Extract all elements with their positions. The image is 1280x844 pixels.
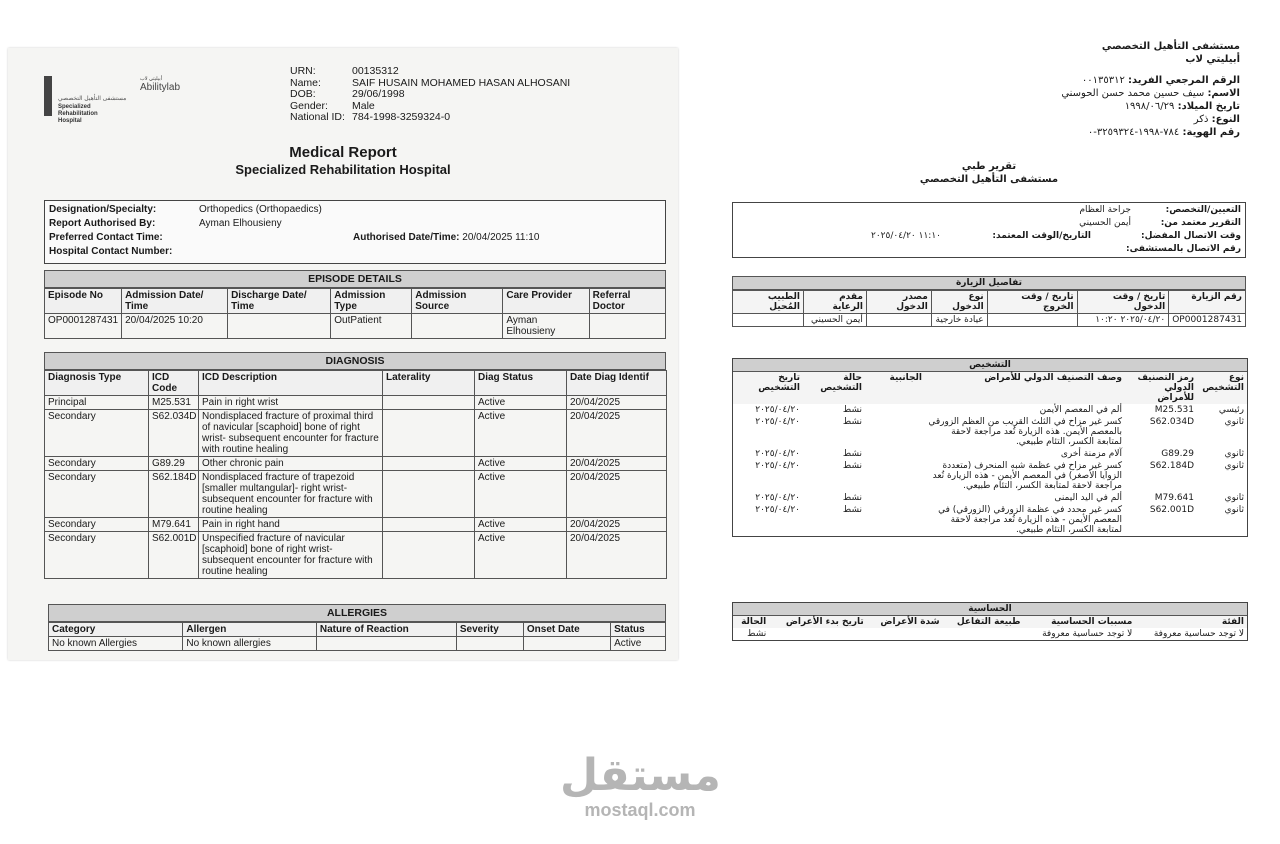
ar-urn-label: الرقم المرجعي الفريد: — [1128, 75, 1240, 86]
ar-name-label: الاسم: — [1207, 88, 1240, 99]
cell — [228, 314, 331, 339]
cell: Active — [475, 410, 567, 457]
ar-th: شدة الأعراض — [867, 616, 943, 628]
th-admission-source: Admission Source — [412, 289, 503, 314]
patient-info — [290, 66, 570, 124]
cell: S62.001D — [149, 532, 199, 579]
ar-authorised-value: أيمن الحسيني — [1079, 218, 1131, 228]
name-label: Name: — [290, 76, 321, 89]
logo-mark-icon — [44, 76, 52, 116]
th-care-provider: Care Provider — [503, 289, 589, 314]
cell — [865, 492, 925, 504]
table-row — [733, 404, 1247, 416]
cell: 20/04/2025 10:20 — [122, 314, 228, 339]
table-header-row — [733, 616, 1247, 628]
ar-th: مسببات الحساسية — [1024, 616, 1136, 628]
cell: ٢٠٢٥/٠٤/٢٠ — [755, 405, 800, 415]
th-discharge-date: Discharge Date/ Time — [228, 289, 331, 314]
urn-label: URN: — [290, 65, 316, 77]
cell: Principal — [45, 396, 149, 410]
th-referral-doctor: Referral Doctor — [589, 289, 665, 314]
cell: ٢٠٢٥/٠٤/٢٠ — [755, 493, 800, 503]
authorised-label: Report Authorised By: — [49, 218, 156, 229]
diagnosis-title: DIAGNOSIS — [44, 352, 666, 370]
auth-datetime-value: 20/04/2025 11:10 — [462, 232, 540, 243]
ar-allergy-title: الحساسية — [733, 603, 1247, 616]
table-header-row — [733, 291, 1246, 314]
cell — [865, 504, 925, 536]
th-episode-no: Episode No — [45, 289, 122, 314]
cell: ٢٠٢٥/٠٤/٢٠ — [755, 505, 800, 515]
ar-gender-value: ذكر — [1193, 114, 1209, 125]
cell — [865, 416, 925, 448]
cell: ٢٠٢٥/٠٤/٢٠ — [755, 417, 800, 427]
table-row — [49, 637, 666, 651]
cell: أيمن الحسيني — [804, 314, 867, 327]
watermark-arabic: مستقل — [560, 750, 721, 801]
th-diag-status: Diag Status — [475, 371, 567, 396]
logo-english-text: Specialized Rehabilitation Hospital — [58, 104, 98, 124]
cell: ألم في اليد اليمنى — [1054, 493, 1122, 503]
cell: M79.641 — [149, 518, 199, 532]
table-row — [733, 448, 1247, 460]
ar-th: حالة التشخيص — [803, 372, 865, 404]
ar-th: وصف التصنيف الدولي للأمراض — [925, 372, 1125, 404]
ar-dob-label: تاريخ الميلاد: — [1177, 101, 1240, 112]
ar-visit-title: تفاصيل الزيارة — [732, 276, 1246, 290]
designation-label: Designation/Specialty: — [49, 204, 157, 215]
table-row — [45, 518, 667, 532]
dob-value: 29/06/1998 — [352, 88, 405, 100]
episode-table — [44, 288, 666, 339]
ar-designation-value: جراحة العظام — [1079, 205, 1131, 215]
cell: Active — [475, 471, 567, 518]
cell: S62.001D — [1149, 505, 1194, 515]
cell: S62.034D — [149, 410, 199, 457]
cell — [523, 637, 610, 651]
watermark-latin: mostaql.com — [584, 800, 696, 820]
ar-urn-value: ٠٠١٣٥٣١٢ — [1081, 75, 1125, 86]
ar-name-value: سيف حسين محمد حسن الحوسني — [1061, 88, 1205, 99]
cell: ثانوي — [1224, 449, 1244, 459]
gender-value: Male — [352, 99, 375, 112]
gender-label: Gender: — [290, 99, 328, 112]
ar-id-label: رقم الهوية: — [1182, 127, 1240, 138]
table-header-row — [733, 372, 1247, 404]
cell — [412, 314, 503, 339]
cell: Active — [475, 396, 567, 410]
cell: كسر غير مزاح في الثلث القريب من العظم الزورقي بالمعصم الأيمن. هذه الزيارة تُعد مراجعة لاحقة لمتابعة الكسر، التئام طبيعي. — [928, 417, 1122, 447]
cell: OutPatient — [331, 314, 412, 339]
cell: 20/04/2025 — [567, 532, 667, 579]
report-title: Medical Report — [289, 144, 397, 161]
cell: ٢٠٢٥/٠٤/٢٠ — [755, 461, 800, 471]
ar-visit-section — [732, 276, 1246, 327]
auth-datetime-label: Authorised Date/Time: — [353, 232, 460, 243]
ar-th: طبيعة التفاعل — [943, 616, 1024, 628]
ar-allergy-section — [732, 602, 1248, 641]
cell: G89.29 — [1161, 449, 1194, 459]
cell: لا توجد حساسية معروفة — [1042, 629, 1133, 639]
report-subtitle: Specialized Rehabilitation Hospital — [235, 162, 451, 177]
ar-auth-dt-label: التاريخ/الوقت المعتمد: — [992, 231, 1091, 241]
table-row — [733, 460, 1247, 492]
cell: Secondary — [45, 471, 149, 518]
table-row — [45, 471, 667, 518]
th-allergen: Allergen — [183, 623, 317, 637]
table-row — [733, 492, 1247, 504]
ar-hospital-name: مستشفى التأهيل التخصصي — [1101, 41, 1240, 52]
cell: نشط — [842, 449, 862, 459]
th-laterality: Laterality — [383, 371, 475, 396]
cell — [383, 471, 475, 518]
table-row — [45, 532, 667, 579]
cell: ألم في المعصم الأيمن — [1039, 405, 1122, 415]
th-status: Status — [611, 623, 666, 637]
cell — [383, 518, 475, 532]
episode-title: EPISODE DETAILS — [44, 270, 666, 288]
cell: S62.034D — [1149, 417, 1194, 427]
episode-section — [44, 270, 666, 339]
th-diag-date: Date Diag Identif — [567, 371, 667, 396]
cell — [769, 628, 867, 640]
logo-arabic-text: مستشفى التأهيل التخصصي — [58, 96, 127, 102]
ar-th: الطبيب المُحيل — [733, 291, 804, 314]
cell: Pain in right wrist — [199, 396, 383, 410]
cell: M79.641 — [1154, 493, 1194, 503]
cell: S62.184D — [1149, 461, 1194, 471]
national-id-label: National ID: — [290, 111, 345, 123]
cell: Active — [475, 457, 567, 471]
ar-diagnosis-table — [733, 372, 1247, 536]
ar-lab-name: أبيليتي لاب — [1185, 54, 1240, 65]
cell: آلام مزمنة أخرى — [1060, 449, 1122, 459]
cell: 20/04/2025 — [567, 471, 667, 518]
cell: نشط — [842, 405, 862, 415]
ar-diagnosis-section — [732, 358, 1248, 537]
cell: Secondary — [45, 457, 149, 471]
ar-authorised-label: التقرير معتمد من: — [1160, 218, 1241, 228]
allergy-table — [48, 622, 666, 651]
table-row — [733, 628, 1247, 640]
cell: Unspecified fracture of navicular [scaphoid] bone of right wrist- subsequent encounter for fracture with routine healing — [199, 532, 383, 579]
cell — [867, 628, 943, 640]
cell: Secondary — [45, 410, 149, 457]
th-nature: Nature of Reaction — [316, 623, 456, 637]
name-value: SAIF HUSAIN MOHAMED HASAN ALHOSANI — [352, 76, 571, 89]
cell: ٢٠٢٥/٠٤/٢٠ — [755, 449, 800, 459]
ar-diag-title: التشخيص — [733, 359, 1247, 372]
cell: OP0001287431 — [1169, 314, 1246, 327]
ar-th: مصدر الدخول — [866, 291, 931, 314]
table-row — [733, 504, 1247, 536]
cell: ثانوي — [1224, 493, 1244, 503]
urn-value: 00135312 — [352, 65, 399, 77]
allergy-section — [48, 604, 666, 651]
cell — [383, 410, 475, 457]
ar-gender-label: النوع: — [1211, 114, 1240, 125]
mostaql-watermark — [560, 752, 720, 821]
diagnosis-table — [44, 370, 667, 579]
ar-th: تاريخ / وقت الدخول — [1077, 291, 1169, 314]
cell — [383, 532, 475, 579]
table-row — [733, 314, 1246, 327]
ar-th: الفئة — [1135, 616, 1247, 628]
cell — [987, 314, 1077, 327]
ar-dob-value: ١٩٩٨/٠٦/٢٩ — [1124, 101, 1175, 112]
ar-visit-table — [732, 290, 1246, 327]
cell: كسر غير محدد في عظمة الزورقي (الزورقي) في المعصم الأيمن - هذه الزيارة تُعد مراجعة لاحقة لمتابعة الكسر، التئام طبيعي. — [938, 505, 1122, 535]
cell: OP0001287431 — [45, 314, 122, 339]
designation-box — [44, 200, 666, 264]
cell: نشط — [842, 417, 862, 427]
cell — [456, 637, 523, 651]
cell: Active — [475, 518, 567, 532]
th-onset: Onset Date — [523, 623, 610, 637]
ar-th: تاريخ بدء الأعراض — [769, 616, 867, 628]
ar-th: مقدم الرعاية — [804, 291, 867, 314]
th-admission-date: Admission Date/ Time — [122, 289, 228, 314]
diagnosis-section — [44, 352, 666, 579]
cell: Other chronic pain — [199, 457, 383, 471]
cell: S62.184D — [149, 471, 199, 518]
cell — [866, 314, 931, 327]
authorised-value: Ayman Elhousieny — [199, 218, 282, 229]
arabic-header — [1061, 40, 1240, 139]
abilitylab-logo — [140, 76, 180, 93]
ar-allergy-table — [733, 616, 1247, 640]
cell — [865, 404, 925, 416]
ar-report-subtitle: مستشفى التأهيل التخصصي — [919, 174, 1059, 185]
cell: G89.29 — [149, 457, 199, 471]
cell: Secondary — [45, 532, 149, 579]
table-row — [45, 396, 667, 410]
cell: Nondisplaced fracture of proximal third of navicular [scaphoid] bone of right wrist- subsequent encounter for fracture with routine healing — [199, 410, 383, 457]
cell: رئيسي — [1218, 405, 1244, 415]
cell — [943, 628, 1024, 640]
cell: ثانوي — [1224, 461, 1244, 471]
cell: عيادة خارجية — [931, 314, 987, 327]
ar-th: الجانبية — [865, 372, 925, 404]
th-category: Category — [49, 623, 183, 637]
ar-contact-time-label: وقت الاتصال المفضل: — [1141, 231, 1241, 241]
th-diag-type: Diagnosis Type — [45, 371, 149, 396]
cell: M25.531 — [1154, 405, 1194, 415]
cell: Ayman Elhousieny — [503, 314, 589, 339]
ar-designation-box — [732, 202, 1246, 258]
th-icd-desc: ICD Description — [199, 371, 383, 396]
ar-hospital-contact-label: رقم الاتصال بالمستشفى: — [1126, 244, 1241, 254]
cell: 20/04/2025 — [567, 518, 667, 532]
cell: Pain in right hand — [199, 518, 383, 532]
cell: Nondisplaced fracture of trapezoid [smaller multangular]- right wrist- subsequent encounter for fracture with routine healing — [199, 471, 383, 518]
cell — [865, 448, 925, 460]
cell: ٢٠٢٥/٠٤/٢٠ ١٠:٢٠ — [1077, 314, 1169, 327]
cell — [589, 314, 665, 339]
dob-label: DOB: — [290, 88, 316, 100]
abilitylab-logo-text: Abilitylab — [140, 82, 181, 93]
cell: Active — [475, 532, 567, 579]
cell: لا توجد حساسية معروفة — [1153, 629, 1244, 639]
cell: ثانوي — [1224, 505, 1244, 515]
hospital-contact-label: Hospital Contact Number: — [49, 246, 173, 257]
ar-designation-label: التعيين/التخصص: — [1165, 205, 1241, 215]
ar-th: رقم الزيارة — [1169, 291, 1246, 314]
national-id-value: 784-1998-3259324-0 — [352, 111, 451, 123]
cell: نشط — [747, 629, 767, 639]
cell: نشط — [842, 461, 862, 471]
allergy-title: ALLERGIES — [48, 604, 666, 622]
th-severity: Severity — [456, 623, 523, 637]
table-row — [45, 457, 667, 471]
ar-id-value: ٧٨٤-١٩٩٨-٣٢٥٩٣٢٤-٠ — [1087, 127, 1180, 138]
table-header-row — [49, 623, 666, 637]
cell: Secondary — [45, 518, 149, 532]
ar-th: نوع التشخيص — [1197, 372, 1247, 404]
ar-th: نوع الدخول — [931, 291, 987, 314]
cell: كسر غير مزاح في عظمة شبه المنحرف (متعددة الزوايا الأصغر) في المعصم الأيمن - هذه الزيارة تُعد مراجعة لاحقة لمتابعة الكسر، التئام طبيعي. — [932, 461, 1122, 491]
table-row — [45, 314, 666, 339]
ar-th: تاريخ التشخيص — [733, 372, 803, 404]
ar-th: رمز التصنيف الدولي للأمراض — [1125, 372, 1197, 404]
cell: 20/04/2025 — [567, 396, 667, 410]
cell — [865, 460, 925, 492]
cell: No known Allergies — [49, 637, 183, 651]
cell: 20/04/2025 — [567, 457, 667, 471]
table-row — [733, 416, 1247, 448]
table-row — [45, 410, 667, 457]
contact-time-label: Preferred Contact Time: — [49, 232, 163, 243]
abilitylab-logo-small: أبيليتي لاب — [140, 76, 163, 82]
ar-th: الحالة — [733, 616, 769, 628]
ar-report-title: تقرير طبي — [961, 161, 1017, 172]
cell: Active — [611, 637, 666, 651]
cell: M25.531 — [149, 396, 199, 410]
th-icd-code: ICD Code — [149, 371, 199, 396]
cell: No known allergies — [183, 637, 317, 651]
cell: ثانوي — [1224, 417, 1244, 427]
table-header-row — [45, 289, 666, 314]
designation-value: Orthopedics (Orthopaedics) — [199, 204, 322, 215]
ar-th: تاريخ / وقت الخروج — [987, 291, 1077, 314]
scanned-english-report — [8, 48, 678, 660]
cell: 20/04/2025 — [567, 410, 667, 457]
th-admission-type: Admission Type — [331, 289, 412, 314]
cell — [383, 457, 475, 471]
table-header-row — [45, 371, 667, 396]
cell: نشط — [842, 505, 862, 515]
cell — [316, 637, 456, 651]
ar-auth-dt-value: ١١:١٠ ٢٠٢٥/٠٤/٢٠ — [871, 231, 941, 241]
ar-title-block — [732, 160, 1246, 186]
cell — [733, 314, 804, 327]
cell — [383, 396, 475, 410]
cell: نشط — [842, 493, 862, 503]
